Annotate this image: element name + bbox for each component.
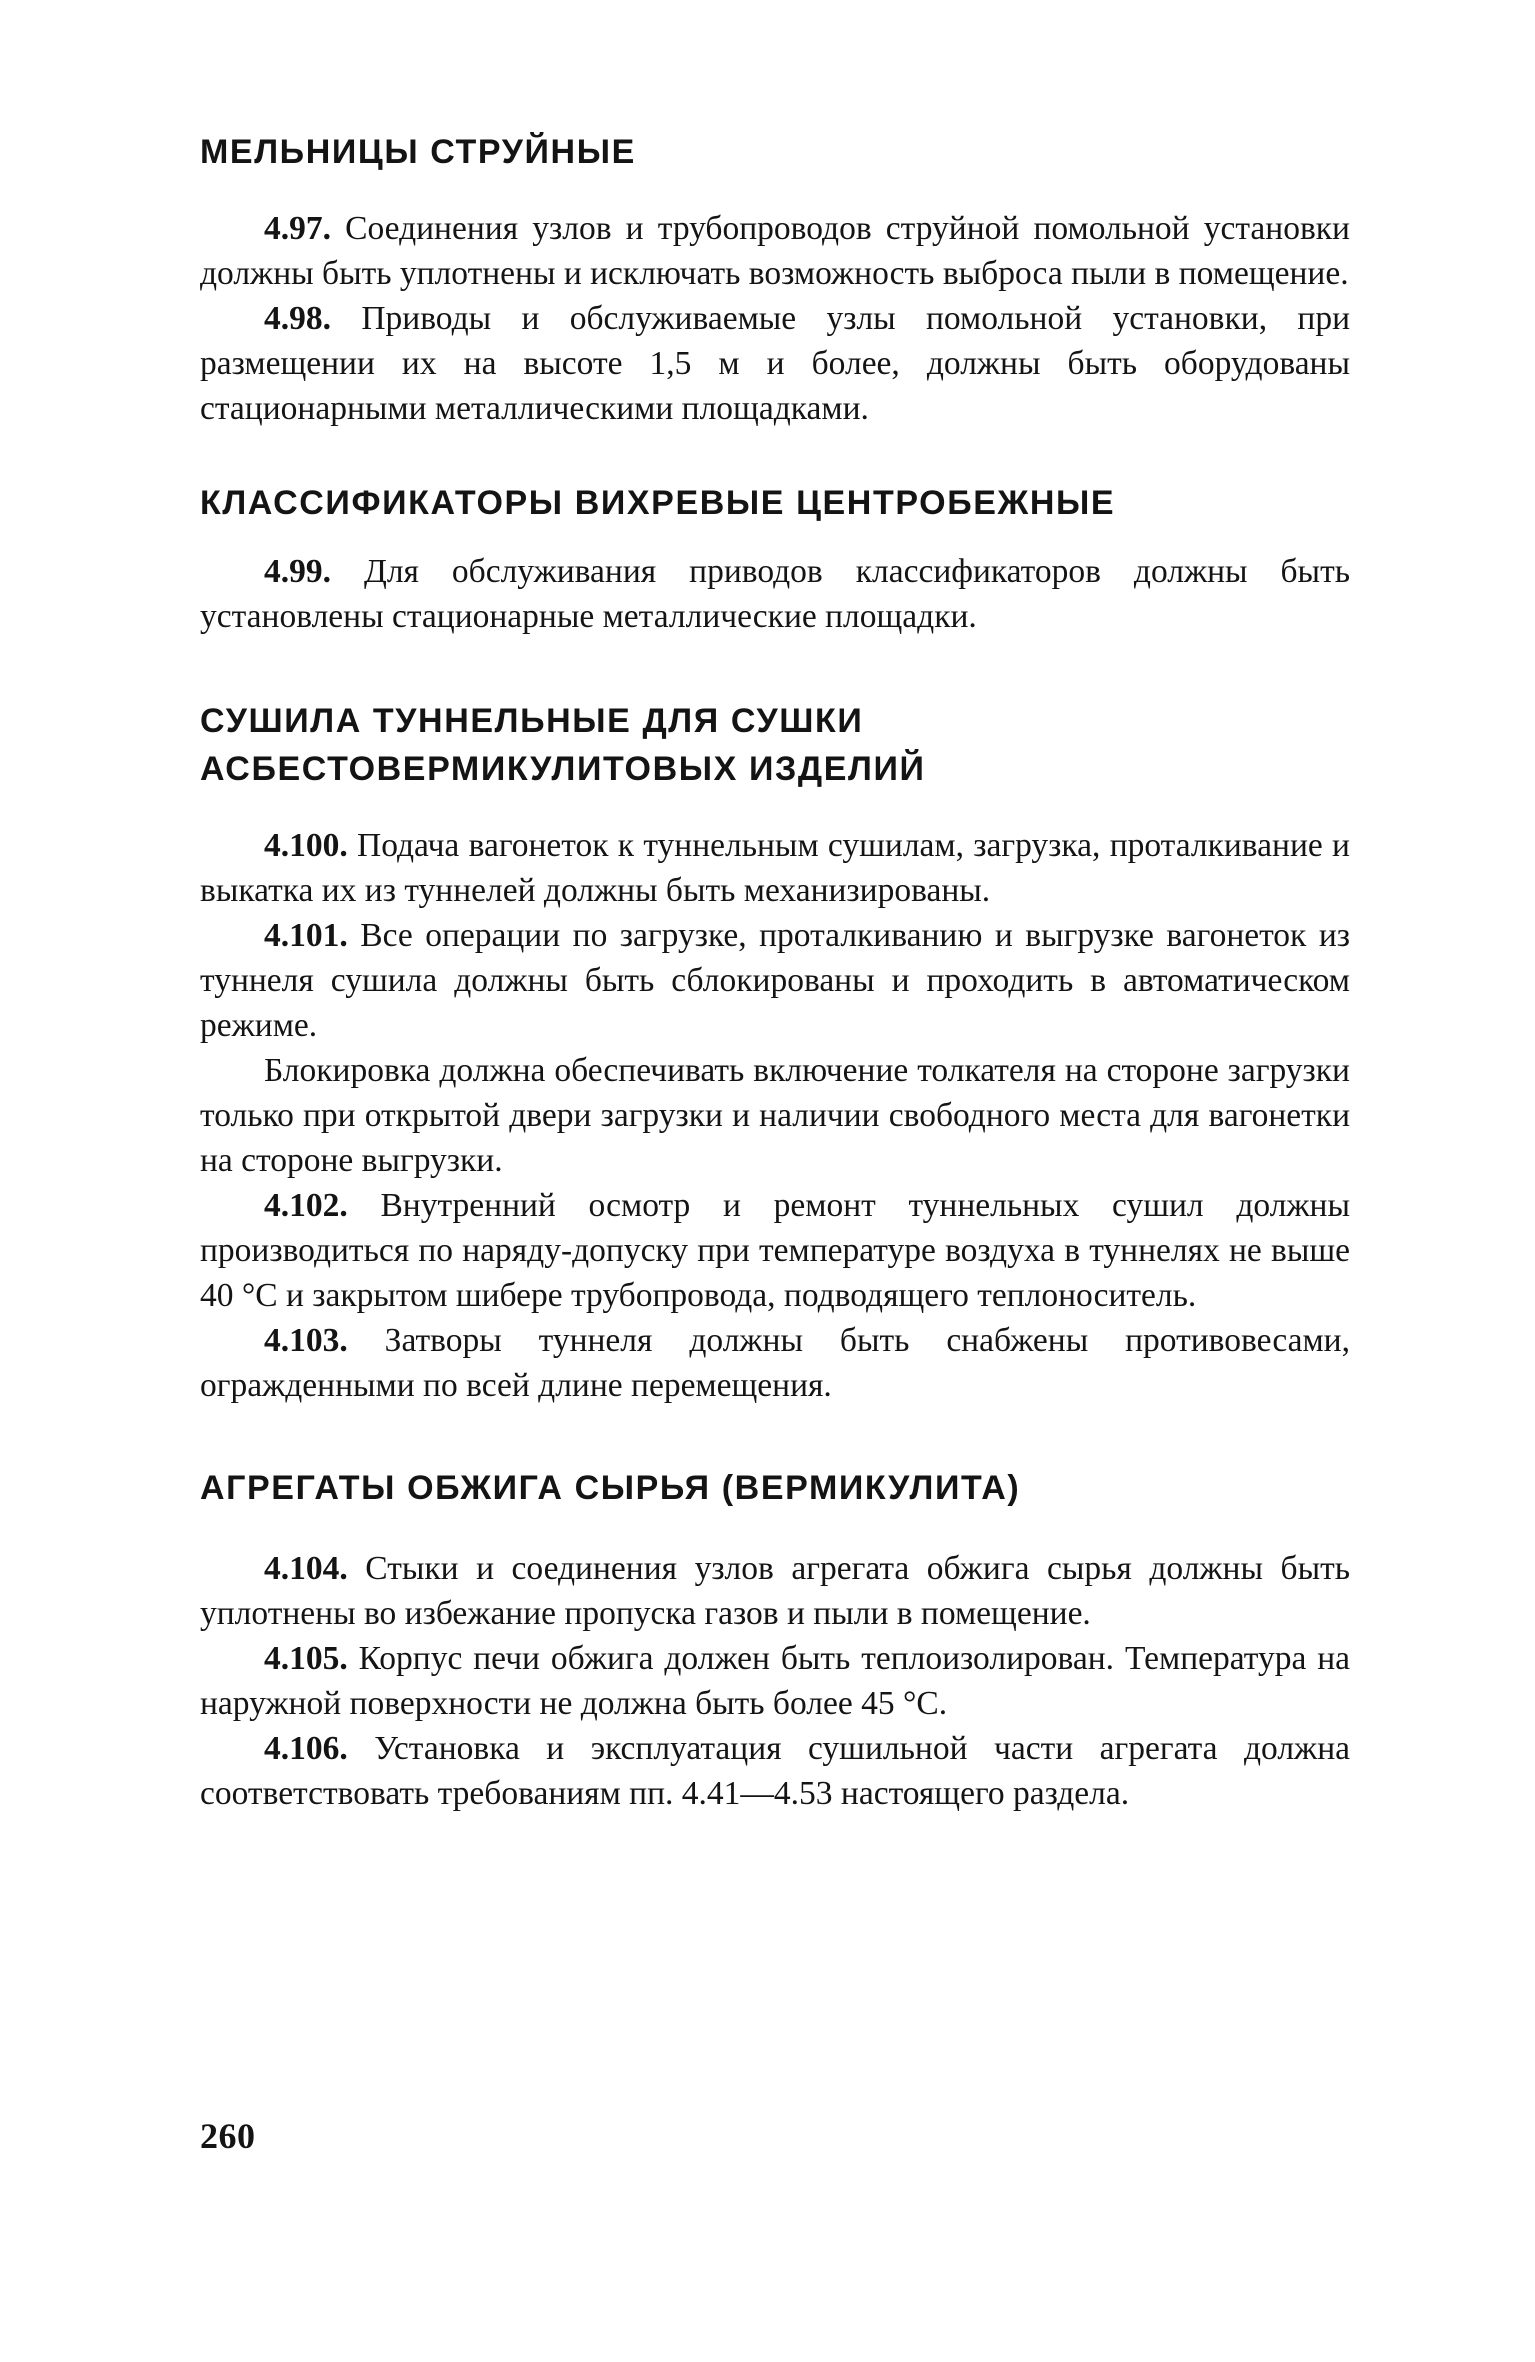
- clause-text: Для обслуживания приводов классификаторов должны быть установлены стационарные металлические площадки.: [200, 553, 1350, 635]
- clause-text: Приводы и обслуживаемые узлы помольной установки, при размещении их на высоте 1,5 м и более, должны быть оборудованы стационарными металлическими площадками.: [200, 300, 1350, 427]
- paragraph: [200, 1636, 1350, 1726]
- section-heading: АГРЕГАТЫ ОБЖИГА СЫРЬЯ (ВЕРМИКУЛИТА): [200, 1469, 1021, 1507]
- clause-number: 4.102.: [264, 1187, 348, 1224]
- clause-text: Затворы туннеля должны быть снабжены противовесами, огражденными по всей длине перемещения.: [200, 1322, 1350, 1404]
- clause-number: 4.103.: [264, 1322, 348, 1359]
- clause-text: Стыки и соединения узлов агрегата обжига сырья должны быть уплотнены во избежание пропуска газов и пыли в помещение.: [200, 1550, 1350, 1632]
- paragraph: [200, 1726, 1350, 1816]
- clause-text: Все операции по загрузке, проталкиванию и выгрузке вагонеток из туннеля сушила должны быть сблокированы и проходить в автоматическом режиме.: [200, 917, 1350, 1044]
- clause-number: 4.105.: [264, 1640, 348, 1677]
- clause-text: Корпус печи обжига должен быть теплоизолирован. Температура на наружной поверхности не должна быть более 45 °С.: [200, 1640, 1350, 1722]
- section-heading: КЛАССИФИКАТОРЫ ВИХРЕВЫЕ ЦЕНТРОБЕЖНЫЕ: [200, 484, 1116, 522]
- paragraph: [200, 549, 1350, 639]
- paragraph: [200, 1048, 1350, 1183]
- clause-text: Подача вагонеток к туннельным сушилам, загрузка, проталкивание и выкатка их из туннелей должны быть механизированы.: [200, 827, 1350, 909]
- clause-text: Соединения узлов и трубопроводов струйной помольной установки должны быть уплотнены и исключать возможность выброса пыли в помещение.: [200, 210, 1350, 292]
- section-heading: СУШИЛА ТУННЕЛЬНЫЕ ДЛЯ СУШКИ АСБЕСТОВЕРМИКУЛИТОВЫХ ИЗДЕЛИЙ: [200, 702, 926, 788]
- clause-number: 4.97.: [264, 210, 331, 247]
- clause-number: 4.99.: [264, 553, 331, 590]
- paragraph: [200, 913, 1350, 1048]
- clause-number: 4.100.: [264, 827, 348, 864]
- clause-number: 4.101.: [264, 917, 348, 954]
- paragraph: [200, 1183, 1350, 1318]
- clause-number: 4.98.: [264, 300, 331, 337]
- paragraph: [200, 823, 1350, 913]
- paragraph: [200, 206, 1350, 296]
- page-number: 260: [200, 2116, 256, 2156]
- paragraph: [200, 1318, 1350, 1408]
- clause-number: 4.106.: [264, 1730, 348, 1767]
- document-page: [200, 128, 1350, 1816]
- section-heading: МЕЛЬНИЦЫ СТРУЙНЫЕ: [200, 133, 636, 171]
- clause-text: Установка и эксплуатация сушильной части агрегата должна соответствовать требованиям пп. 4.41—4.53 настоящего раздела.: [200, 1730, 1350, 1812]
- clause-text: Внутренний осмотр и ремонт туннельных сушил должны производиться по наряду-допуску при температуре воздуха в туннелях не выше 40 °С и закрытом шибере трубопровода, подводящего теплоноситель.: [200, 1187, 1350, 1314]
- clause-number: 4.104.: [264, 1550, 348, 1587]
- paragraph: [200, 1546, 1350, 1636]
- clause-text: Блокировка должна обеспечивать включение толкателя на стороне загрузки только при открытой двери загрузки и наличии свободного места для вагонетки на стороне выгрузки.: [200, 1052, 1350, 1179]
- paragraph: [200, 296, 1350, 431]
